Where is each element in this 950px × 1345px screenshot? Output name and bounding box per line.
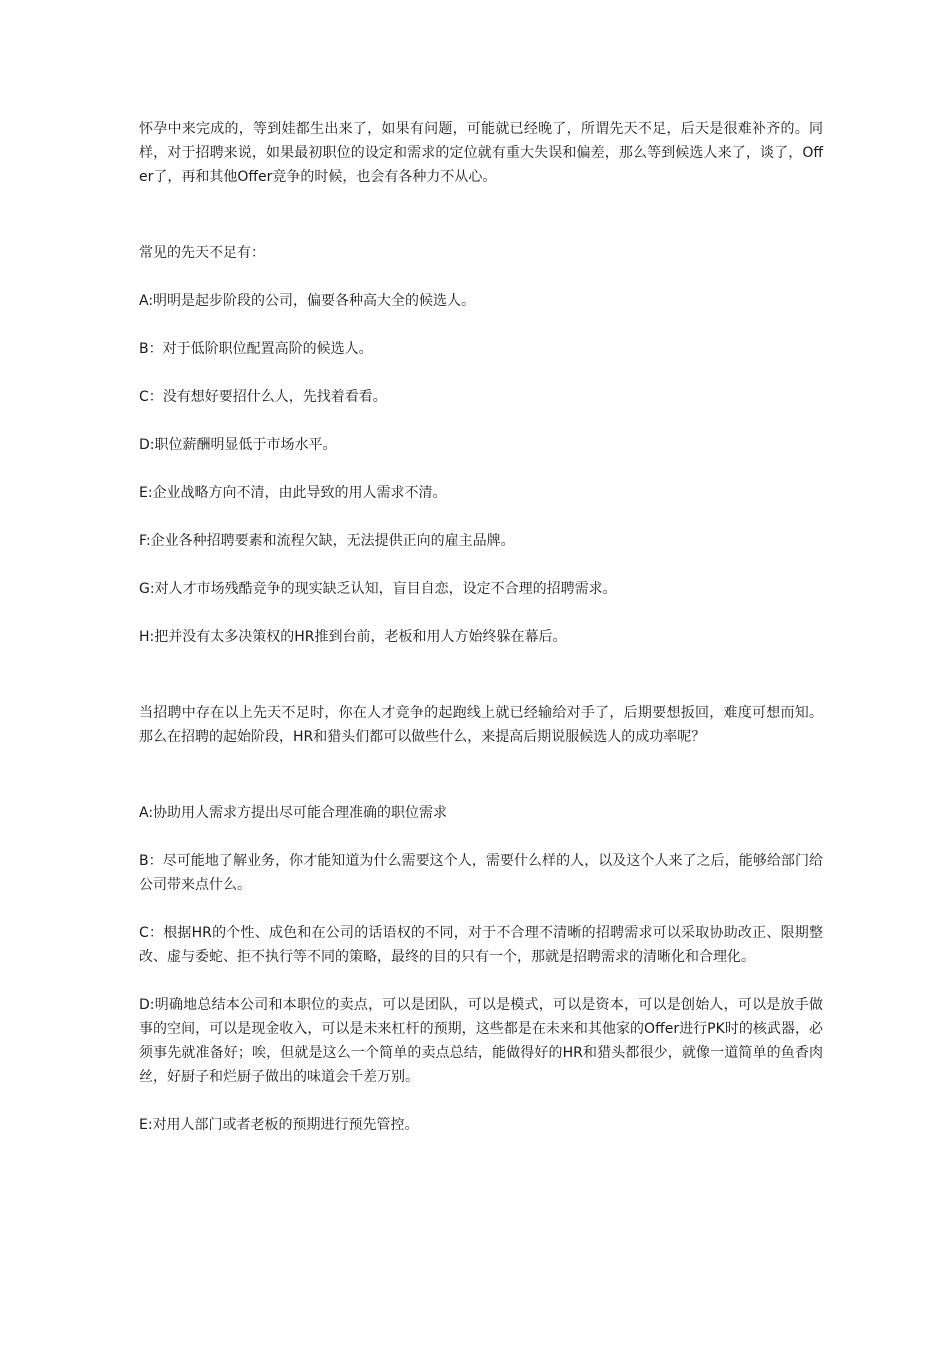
list-item-a: A:明明是起步阶段的公司，偏要各种高大全的候选人。	[139, 293, 476, 309]
spacer	[139, 409, 823, 433]
spacer	[139, 649, 823, 701]
list-item-g: G:对人才市场残酷竞争的现实缺乏认知，盲目自恋，设定不合理的招聘需求。	[139, 581, 617, 597]
spacer	[139, 189, 823, 241]
strategy-item-d: D:明确地总结本公司和本职位的卖点，可以是团队，可以是模式，可以是资本，可以是创始人，可以是放手做事的空间，可以是现金收入，可以是未来杠杆的预期，这些都是在未来和其他家的Offer进行PK时的核武器，必须事先就准备好；唉，但就是这么一个简单的卖点总结，能做得好的HR和猎头都很少，就像一道简单的鱼香肉丝，好厨子和烂厨子做出的味道会千差万别。	[139, 997, 823, 1085]
spacer	[139, 553, 823, 577]
spacer	[139, 1089, 823, 1113]
list-item-e: E:企业战略方向不清，由此导致的用人需求不清。	[139, 485, 447, 501]
spacer	[139, 457, 823, 481]
paragraph-transition: 当招聘中存在以上先天不足时，你在人才竞争的起跑线上就已经输给对手了，后期要想扳回，难度可想而知。那么在招聘的起始阶段，HR和猎头们都可以做些什么，来提高后期说服候选人的成功率呢？	[139, 705, 823, 745]
spacer	[139, 265, 823, 289]
spacer	[139, 313, 823, 337]
spacer	[139, 505, 823, 529]
strategy-item-a: A:协助用人需求方提出尽可能合理准确的职位需求	[139, 805, 448, 821]
list-item-d: D:职位薪酬明显低于市场水平。	[139, 437, 337, 453]
spacer	[139, 749, 823, 801]
paragraph-heading-deficiencies: 常见的先天不足有：	[139, 245, 265, 261]
spacer	[139, 361, 823, 385]
document-body	[139, 117, 823, 1137]
strategy-item-e: E:对用人部门或者老板的预期进行预先管控。	[139, 1117, 419, 1133]
list-item-h: H:把并没有太多决策权的HR推到台前，老板和用人方始终躲在幕后。	[139, 629, 567, 645]
list-item-b: B：对于低阶职位配置高阶的候选人。	[139, 341, 373, 357]
strategy-item-b: B：尽可能地了解业务，你才能知道为什么需要这个人，需要什么样的人，以及这个人来了之后，能够给部门给公司带来点什么。	[139, 853, 823, 893]
list-item-f: F:企业各种招聘要素和流程欠缺，无法提供正向的雇主品牌。	[139, 533, 515, 549]
strategy-item-c: C：根据HR的个性、成色和在公司的话语权的不同，对于不合理不清晰的招聘需求可以采取协助改正、限期整改、虚与委蛇、拒不执行等不同的策略，最终的目的只有一个，那就是招聘需求的清晰化和合理化。	[139, 925, 823, 965]
paragraph-intro: 怀孕中来完成的，等到娃都生出来了，如果有问题，可能就已经晚了，所谓先天不足，后天是很难补齐的。同样，对于招聘来说，如果最初职位的设定和需求的定位就有重大失误和偏差，那么等到候选人来了，谈了，Offer了，再和其他Offer竞争的时候，也会有各种力不从心。	[139, 121, 823, 185]
spacer	[139, 897, 823, 921]
spacer	[139, 969, 823, 993]
spacer	[139, 601, 823, 625]
list-item-c: C：没有想好要招什么人，先找着看看。	[139, 389, 387, 405]
spacer	[139, 825, 823, 849]
